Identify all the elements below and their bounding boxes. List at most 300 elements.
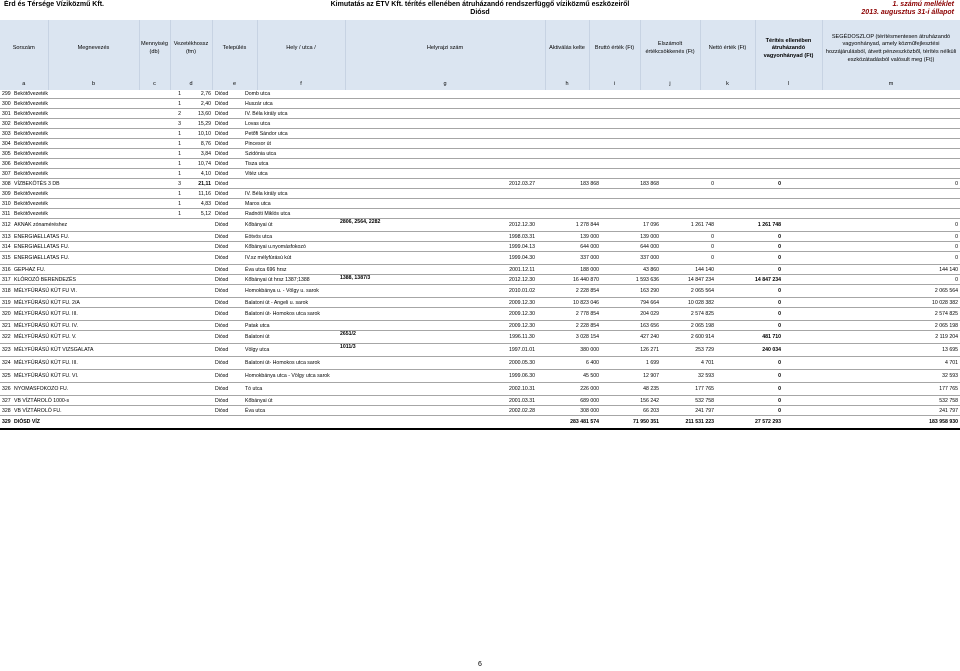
cell-net <box>661 139 716 149</box>
cell-len <box>183 331 213 344</box>
cell-place: Balatoni út- Homokos utca sarok <box>243 357 338 370</box>
cell-paid <box>716 149 783 159</box>
cell-len <box>183 321 213 331</box>
cell-name: VÍZBEKÖTÉS 3 DB <box>12 179 139 189</box>
cell-name: Bekötővezeték <box>12 89 139 99</box>
cell-dep: 794 664 <box>601 298 661 308</box>
cell-paid <box>716 189 783 199</box>
column-letter: c <box>139 78 170 90</box>
cell-net: 144 140 <box>661 265 716 275</box>
cell-no: 299 <box>2 90 11 97</box>
cell-net: 177 765 <box>661 383 716 396</box>
cell-town: Diósd <box>213 357 243 370</box>
cell-dep: 12 907 <box>601 370 661 383</box>
cell-town: Diósd <box>213 179 243 189</box>
cell-len: 2,40 <box>183 99 213 109</box>
cell-paid <box>716 159 783 169</box>
cell-no: 309 <box>2 190 11 197</box>
cell-no: 310 <box>2 200 11 207</box>
cell-gross: 1 278 844 <box>548 219 601 232</box>
column-header: Elszámolt értékcsökkenés (Ft) <box>640 20 700 78</box>
cell-gross <box>548 139 601 149</box>
cell-name: Bekötővezeték <box>12 159 139 169</box>
cell-name: GEPHAZ FU. <box>12 265 139 275</box>
table-row <box>0 406 960 416</box>
cell-len <box>183 219 213 232</box>
cell-gross: 308 000 <box>548 406 601 416</box>
cell-gross <box>548 159 601 169</box>
cell-paid <box>716 99 783 109</box>
cell-qty <box>139 344 183 357</box>
cell-hrsz: 1388, 1387/3 <box>338 275 496 285</box>
cell-dep: 139 000 <box>601 232 661 242</box>
cell-no: 324 <box>0 357 12 370</box>
table-row <box>0 285 960 298</box>
cell-qty: 3 <box>139 119 183 129</box>
column-letter: m <box>822 78 960 90</box>
cell-aux: 13 695 <box>783 344 960 357</box>
company-name: Érd és Térsége Víziközmű Kft. <box>4 1 104 8</box>
cell-no: 311 <box>2 210 11 217</box>
cell-gross: 3 028 154 <box>548 331 601 344</box>
cell-paid: 1 261 748 <box>716 219 783 232</box>
cell-qty <box>139 321 183 331</box>
table-row <box>0 298 960 308</box>
cell-net: 532 758 <box>661 396 716 406</box>
cell-gross: 6 400 <box>548 357 601 370</box>
cell-place: Lovas utca <box>243 119 338 129</box>
cell-gross: 188 000 <box>548 265 601 275</box>
table-row <box>0 242 960 252</box>
cell-town: Diósd <box>213 383 243 396</box>
cell-aux <box>783 139 960 149</box>
cell-hrsz <box>338 285 496 298</box>
cell-paid: 481 710 <box>716 331 783 344</box>
table-row <box>0 308 960 321</box>
page-number: 6 <box>478 661 482 668</box>
cell-place: Balatoni út <box>243 331 338 344</box>
cell-paid: 0 <box>716 370 783 383</box>
cell-no: 326 <box>0 383 12 396</box>
cell-qty: 1 <box>139 89 183 99</box>
cell-paid: 0 <box>716 242 783 252</box>
cell-dep: 163 290 <box>601 285 661 298</box>
cell-aux <box>783 89 960 99</box>
cell-qty <box>139 242 183 252</box>
cell-name: MÉLYFÚRÁSÚ KÚT FU. III. <box>12 357 139 370</box>
cell-hrsz <box>338 129 496 139</box>
cell-aux <box>783 189 960 199</box>
cell-qty <box>139 252 183 265</box>
cell-gross: 2 778 854 <box>548 308 601 321</box>
cell-hrsz: 2806, 2564, 2282 <box>338 219 496 232</box>
cell-town: Diósd <box>213 331 243 344</box>
column-letter: g <box>345 78 545 90</box>
cell-no: 312 <box>0 219 12 232</box>
cell-no: 302 <box>2 120 11 127</box>
cell-name: Bekötővezeték <box>12 109 139 119</box>
cell-dep: 17 096 <box>601 219 661 232</box>
table-row <box>0 344 960 357</box>
cell-hrsz <box>338 109 496 119</box>
cell-net: 2 574 825 <box>661 308 716 321</box>
cell-dep: 427 240 <box>601 331 661 344</box>
cell-aux <box>783 199 960 209</box>
cell-net: 1 261 748 <box>661 219 716 232</box>
cell-town: Diósd <box>213 149 243 159</box>
cell-name: NYOMASFOKOZO FU. <box>12 383 139 396</box>
cell-paid: 0 <box>716 179 783 189</box>
table-row <box>0 265 960 275</box>
table-row <box>0 119 960 129</box>
cell-qty <box>139 275 183 285</box>
cell-paid <box>716 169 783 179</box>
cell-date <box>496 169 548 179</box>
cell-gross: 16 440 870 <box>548 275 601 285</box>
cell-gross: 337 000 <box>548 252 601 265</box>
cell-qty: 1 <box>139 169 183 179</box>
cell-hrsz <box>338 370 496 383</box>
cell-no: 308 <box>2 180 11 187</box>
cell-dep <box>601 209 661 219</box>
cell-len <box>183 344 213 357</box>
cell-hrsz <box>338 298 496 308</box>
cell-place: Völgy utca <box>243 344 338 357</box>
cell-no: 306 <box>2 160 11 167</box>
total-gross: 283 481 574 <box>548 416 601 430</box>
cell-town: Diósd <box>213 139 243 149</box>
cell-len: 13,60 <box>183 109 213 119</box>
cell-net <box>661 119 716 129</box>
cell-dep <box>601 119 661 129</box>
cell-hrsz <box>338 189 496 199</box>
cell-town: Diósd <box>213 308 243 321</box>
cell-net <box>661 149 716 159</box>
cell-town: Diósd <box>213 242 243 252</box>
cell-gross: 45 500 <box>548 370 601 383</box>
cell-len <box>183 396 213 406</box>
cell-len <box>183 406 213 416</box>
column-header: Megnevezés <box>48 20 139 78</box>
table-row <box>0 370 960 383</box>
cell-net: 241 797 <box>661 406 716 416</box>
cell-dep <box>601 149 661 159</box>
cell-aux: 177 765 <box>783 383 960 396</box>
column-header: SEGÉDOSZLOP (térítésmentesen átruházandó vagyonhányad, amely közműfejlesztési hozzájárulásból, átvett pénzeszközből, térítés nélküli eszközátadásból valósult meg (Ft)) <box>822 20 960 78</box>
cell-dep: 1 699 <box>601 357 661 370</box>
cell-dep: 156 242 <box>601 396 661 406</box>
cell-paid: 0 <box>716 232 783 242</box>
cell-no: 304 <box>2 140 11 147</box>
cell-qty: 1 <box>139 129 183 139</box>
cell-town: Diósd <box>213 159 243 169</box>
cell-net <box>661 189 716 199</box>
cell-name: Bekötővezeték <box>12 129 139 139</box>
cell-date <box>496 149 548 159</box>
cell-hrsz <box>338 265 496 275</box>
cell-hrsz <box>338 383 496 396</box>
cell-place: Éva utca 696 hrsz <box>243 265 338 275</box>
cell-name: VB VÍZTÁROLÓ FU. <box>12 406 139 416</box>
table-row <box>0 99 960 109</box>
column-header: Település <box>212 20 257 78</box>
cell-dep: 644 000 <box>601 242 661 252</box>
cell-place: Huszár utca <box>243 99 338 109</box>
cell-name: MÉLYFÚRÁSÚ KÚT FU. 2/A <box>12 298 139 308</box>
cell-name: MÉLYFÚRÁSÚ KÚT FU. VI. <box>12 370 139 383</box>
cell-qty <box>139 370 183 383</box>
cell-qty <box>139 308 183 321</box>
cell-town: Diósd <box>213 265 243 275</box>
cell-name: Bekötővezeték <box>12 99 139 109</box>
cell-qty: 1 <box>139 99 183 109</box>
cell-name: Bekötővezeték <box>12 119 139 129</box>
column-header: Sorszám <box>0 20 48 78</box>
cell-aux: 2 065 198 <box>783 321 960 331</box>
cell-name: MÉLYFÚRÁSÚ KÚT FU. V. <box>12 331 139 344</box>
cell-gross: 2 228 854 <box>548 321 601 331</box>
cell-hrsz <box>338 308 496 321</box>
cell-date <box>496 209 548 219</box>
column-header: Nettó érték (Ft) <box>700 20 755 78</box>
cell-hrsz <box>338 179 496 189</box>
cell-net: 2 065 564 <box>661 285 716 298</box>
document-title: Kimutatás az ÉTV Kft. térítés ellenében átruházandó rendszerfüggő víziközmű eszközeiről <box>330 1 630 8</box>
cell-gross: 2 228 854 <box>548 285 601 298</box>
cell-no: 315 <box>0 252 12 265</box>
cell-dep <box>601 189 661 199</box>
cell-no: 317 <box>2 276 11 283</box>
cell-hrsz <box>338 99 496 109</box>
cell-name: ENERGIAELLATAS FU. <box>12 252 139 265</box>
cell-len: 15,29 <box>183 119 213 129</box>
cell-net: 32 593 <box>661 370 716 383</box>
cell-dep <box>601 169 661 179</box>
cell-net <box>661 109 716 119</box>
cell-town: Diósd <box>213 370 243 383</box>
cell-no: 314 <box>2 243 11 250</box>
cell-gross: 139 000 <box>548 232 601 242</box>
total-net: 211 531 223 <box>661 416 716 430</box>
cell-net <box>661 99 716 109</box>
cell-no: 322 <box>0 331 12 344</box>
cell-dep: 337 000 <box>601 252 661 265</box>
table-row <box>0 321 960 331</box>
column-header: Hely / utca / <box>257 20 345 78</box>
table-row <box>0 109 960 119</box>
cell-aux: 10 028 382 <box>783 298 960 308</box>
cell-dep <box>601 109 661 119</box>
column-letter: f <box>257 78 345 90</box>
cell-town: Diósd <box>213 285 243 298</box>
column-letter: k <box>700 78 755 90</box>
table-row <box>0 159 960 169</box>
table-row <box>0 357 960 370</box>
total-empty-cell <box>213 416 243 430</box>
cell-date <box>496 109 548 119</box>
cell-qty: 1 <box>139 199 183 209</box>
table-row <box>0 139 960 149</box>
cell-place: Domb utca <box>243 89 338 99</box>
cell-place: IV. Béla király utca <box>243 109 338 119</box>
cell-gross <box>548 209 601 219</box>
cell-len: 2,76 <box>183 89 213 99</box>
total-row <box>0 416 960 430</box>
cell-no: 303 <box>2 130 11 137</box>
cell-name: KLÓROZÓ BERENDEZÉS <box>12 275 139 285</box>
cell-net: 4 701 <box>661 357 716 370</box>
cell-net: 2 065 198 <box>661 321 716 331</box>
cell-place: IV. Béla király utca <box>243 189 338 199</box>
cell-net <box>661 169 716 179</box>
cell-place: Eötvös utca <box>243 232 338 242</box>
cell-aux: 0 <box>783 242 960 252</box>
cell-date: 2001.12.11 <box>496 265 548 275</box>
cell-paid: 0 <box>716 265 783 275</box>
column-letter: l <box>755 78 822 90</box>
cell-dep: 1 593 636 <box>601 275 661 285</box>
cell-net: 0 <box>661 252 716 265</box>
cell-gross: 380 000 <box>548 344 601 357</box>
cell-town: Diósd <box>213 298 243 308</box>
cell-aux: 532 758 <box>783 396 960 406</box>
cell-net <box>661 199 716 209</box>
cell-hrsz <box>338 159 496 169</box>
cell-net: 14 847 234 <box>661 275 716 285</box>
cell-town: Diósd <box>213 109 243 119</box>
cell-qty: 1 <box>139 159 183 169</box>
cell-name: AKNAK zónaméréshez <box>12 219 139 232</box>
cell-place: Balatoni út - Angeli u. sarok <box>243 298 338 308</box>
cell-len: 10,10 <box>183 129 213 139</box>
cell-town: Diósd <box>213 119 243 129</box>
cell-town: Diósd <box>213 99 243 109</box>
table-row <box>0 179 960 189</box>
cell-dep: 163 656 <box>601 321 661 331</box>
cell-aux <box>783 99 960 109</box>
total-empty-cell <box>496 416 548 430</box>
cell-town: Diósd <box>213 129 243 139</box>
cell-name: Bekötővezeték <box>12 149 139 159</box>
cell-no: 307 <box>2 170 11 177</box>
cell-dep <box>601 89 661 99</box>
cell-paid: 0 <box>716 285 783 298</box>
cell-gross <box>548 149 601 159</box>
cell-gross <box>548 119 601 129</box>
cell-town: Diósd <box>213 396 243 406</box>
cell-place: Kőbányai út <box>243 396 338 406</box>
column-header: Térítés ellenében átruházandó vagyonhányad (Ft) <box>755 20 822 78</box>
cell-len <box>183 383 213 396</box>
cell-paid <box>716 109 783 119</box>
cell-net <box>661 129 716 139</box>
cell-date: 2010.01.02 <box>496 285 548 298</box>
cell-aux <box>783 109 960 119</box>
cell-town: Diósd <box>213 219 243 232</box>
cell-gross: 183 868 <box>548 179 601 189</box>
cell-name: Bekötővezeték <box>12 209 139 219</box>
cell-dep <box>601 139 661 149</box>
cell-len: 3,84 <box>183 149 213 159</box>
cell-qty <box>139 357 183 370</box>
annex-label: 1. számú melléklet <box>892 1 954 8</box>
cell-dep <box>601 99 661 109</box>
cell-len: 10,74 <box>183 159 213 169</box>
cell-dep: 204 029 <box>601 308 661 321</box>
cell-name: VB VÍZTÁROLÓ 1000-s <box>12 396 139 406</box>
cell-gross <box>548 189 601 199</box>
cell-town: Diósd <box>213 252 243 265</box>
cell-date: 2000.05.30 <box>496 357 548 370</box>
cell-date: 1999.04.30 <box>496 252 548 265</box>
table-row <box>0 189 960 199</box>
table-row <box>0 275 960 285</box>
cell-paid: 0 <box>716 252 783 265</box>
cell-hrsz <box>338 396 496 406</box>
column-letter: j <box>640 78 700 90</box>
cell-place: Radnóti Miklós utca <box>243 209 338 219</box>
cell-place: Szidónia utca <box>243 149 338 159</box>
cell-aux: 32 593 <box>783 370 960 383</box>
cell-hrsz <box>338 406 496 416</box>
cell-place: Vitéz utca <box>243 169 338 179</box>
cell-aux: 241 797 <box>783 406 960 416</box>
cell-no: 318 <box>0 285 12 298</box>
cell-hrsz: 2651/2 <box>338 331 496 344</box>
cell-aux: 0 <box>783 275 960 285</box>
cell-no: 327 <box>2 397 11 404</box>
table-row <box>0 219 960 232</box>
cell-qty: 2 <box>139 109 183 119</box>
cell-no: 305 <box>2 150 11 157</box>
cell-paid: 0 <box>716 298 783 308</box>
status-date: 2013. augusztus 31-i állapot <box>861 9 954 16</box>
cell-net: 0 <box>661 232 716 242</box>
cell-len: 8,76 <box>183 139 213 149</box>
cell-date: 2002.10.31 <box>496 383 548 396</box>
cell-town: Diósd <box>213 232 243 242</box>
cell-town: Diósd <box>213 275 243 285</box>
cell-gross <box>548 199 601 209</box>
cell-paid <box>716 119 783 129</box>
cell-qty <box>139 219 183 232</box>
cell-gross: 226 000 <box>548 383 601 396</box>
cell-qty <box>139 298 183 308</box>
cell-net: 2 600 914 <box>661 331 716 344</box>
cell-place: Kőbányai út <box>243 219 338 232</box>
cell-paid: 0 <box>716 396 783 406</box>
cell-dep: 43 860 <box>601 265 661 275</box>
cell-gross <box>548 169 601 179</box>
cell-dep <box>601 159 661 169</box>
cell-hrsz <box>338 199 496 209</box>
cell-paid <box>716 89 783 99</box>
cell-len <box>183 252 213 265</box>
table-row <box>0 89 960 99</box>
cell-place <box>243 179 338 189</box>
cell-name: Bekötővezeték <box>12 199 139 209</box>
table-row <box>0 129 960 139</box>
cell-net <box>661 89 716 99</box>
cell-dep: 183 868 <box>601 179 661 189</box>
cell-town: Diósd <box>213 169 243 179</box>
cell-date: 2012.12.30 <box>496 275 548 285</box>
table-row <box>0 209 960 219</box>
cell-hrsz <box>338 252 496 265</box>
cell-net: 253 729 <box>661 344 716 357</box>
cell-date: 1999.06.30 <box>496 370 548 383</box>
cell-place: Maros utca <box>243 199 338 209</box>
